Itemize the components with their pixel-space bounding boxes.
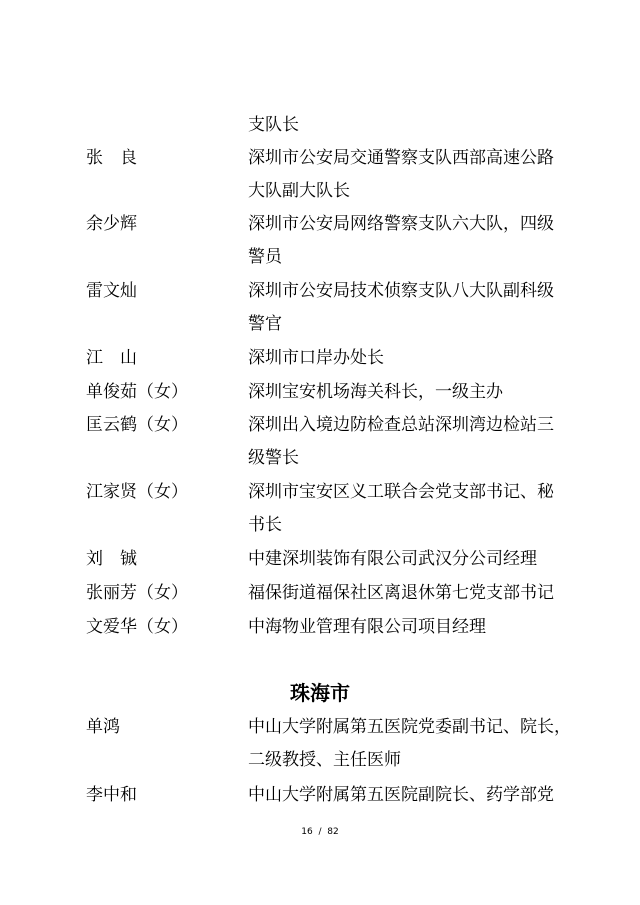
honoree-name: 李中和 (86, 785, 137, 805)
section-heading: 珠海市 (290, 681, 350, 705)
description-line: 大队副大队长 (248, 181, 350, 201)
description-line: 支队长 (248, 115, 299, 135)
description-line: 级警长 (248, 448, 299, 468)
entry-description (248, 779, 564, 812)
description-line: 深圳市口岸办处长 (248, 348, 384, 368)
honoree-name: 江家贤（女） (86, 482, 188, 502)
entry-description (248, 109, 564, 142)
description-line: 深圳出入境边防检查总站深圳湾边检站三 (248, 415, 554, 435)
honoree-name: 文爱华（女） (86, 617, 188, 637)
honoree-name: 江 山 (86, 348, 137, 368)
honoree-name: 雷文灿 (86, 281, 137, 301)
entry-description (248, 275, 564, 341)
entry-description (248, 611, 564, 644)
entry-description (248, 543, 564, 576)
entry-description (248, 577, 564, 610)
honoree-name: 单鸿 (86, 717, 120, 737)
page-number: 16 / 82 (301, 827, 339, 837)
honoree-name: 张 良 (86, 148, 137, 168)
description-line: 书长 (248, 515, 282, 535)
description-line: 中山大学附属第五医院党委副书记、院长， (248, 717, 571, 737)
description-line: 警员 (248, 247, 282, 267)
description-line: 中建深圳装饰有限公司武汉分公司经理 (248, 549, 537, 569)
description-line: 深圳市公安局技术侦察支队八大队副科级 (248, 281, 554, 301)
description-line: 深圳市公安局交通警察支队西部高速公路 (248, 148, 554, 168)
description-line: 中海物业管理有限公司项目经理 (248, 617, 486, 637)
honoree-name: 匡云鹤（女） (86, 415, 188, 435)
description-line: 二级教授、主任医师 (248, 750, 401, 770)
entry-description (248, 476, 564, 542)
entry-description (248, 342, 564, 375)
honoree-name: 余少辉 (86, 214, 137, 234)
entry-description (248, 711, 571, 777)
honoree-name: 单俊茹（女） (86, 382, 188, 402)
entry-description (248, 208, 564, 274)
entry-description (248, 376, 564, 409)
description-line: 深圳市公安局网络警察支队六大队，四级 (248, 214, 554, 234)
entry-description (248, 409, 564, 475)
description-line: 警官 (248, 314, 282, 334)
honoree-name: 张丽芳（女） (86, 583, 188, 603)
description-line: 福保街道福保社区离退休第七党支部书记 (248, 583, 554, 603)
description-line: 中山大学附属第五医院副院长、药学部党 (248, 785, 554, 805)
description-line: 深圳市宝安区义工联合会党支部书记、秘 (248, 482, 554, 502)
honoree-name: 刘 铖 (86, 549, 137, 569)
description-line: 深圳宝安机场海关科长，一级主办 (248, 382, 503, 402)
entry-description (248, 142, 564, 208)
